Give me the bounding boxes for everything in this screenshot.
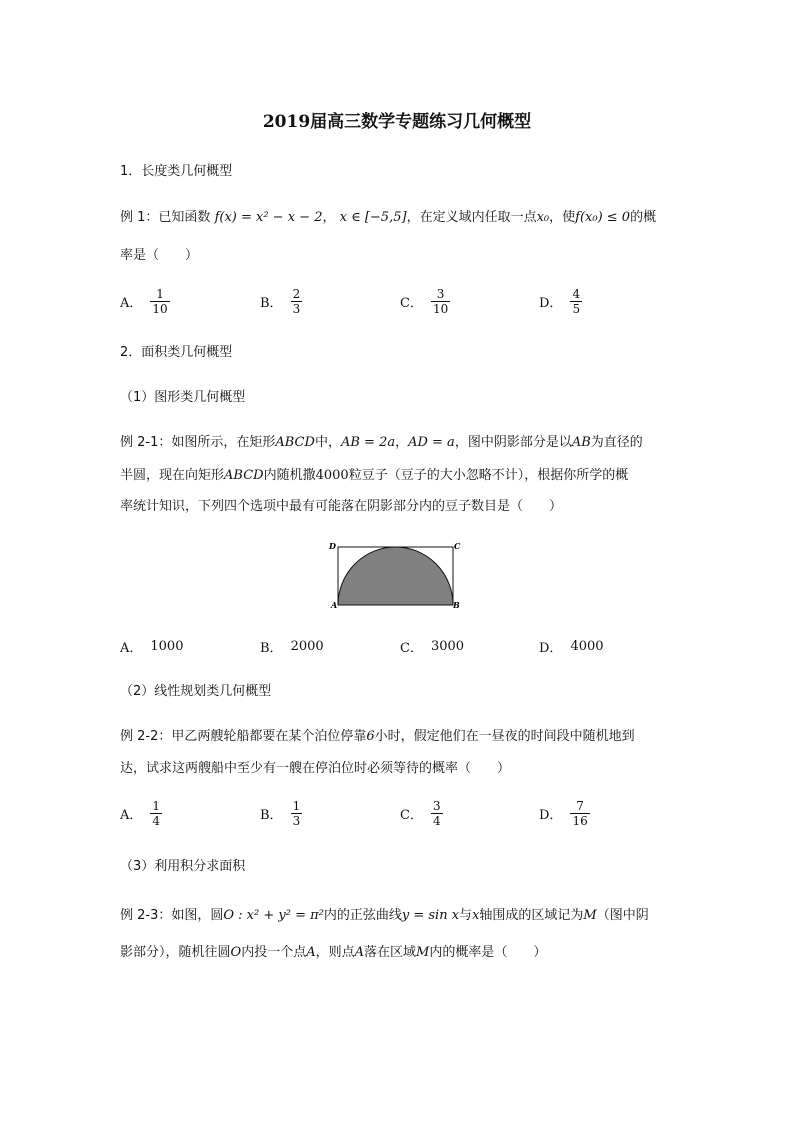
region-name: M (583, 908, 597, 923)
shaded-semicircle (338, 547, 453, 605)
subsection-2-heading: （2）线性规划类几何概型 (120, 684, 272, 699)
numerator: 1 (152, 799, 161, 813)
ab-formula: AB = 2a (340, 435, 396, 450)
example-2-3-text: ，则点 (315, 945, 355, 960)
domain-formula: x ∈ [−5,5] (339, 210, 407, 225)
subsection-1-heading: （1）图形类几何概型 (120, 390, 246, 405)
function-formula: f(x) = x² − x − 2 (214, 210, 323, 225)
denominator: 5 (572, 302, 581, 316)
option-label: D． (539, 808, 563, 823)
example-2-3-text: 内的正弦曲线 (323, 908, 402, 923)
numerator: 1 (292, 799, 301, 813)
example-2-3-text: 与 (459, 908, 473, 923)
vertex-label-b: B (453, 600, 460, 610)
example-2-1-option-c[interactable] (400, 637, 464, 656)
rect-name: ABCD (275, 435, 315, 450)
option-value: 4000 (570, 639, 604, 654)
section-1-heading: 1．长度类几何概型 (120, 164, 233, 179)
example-2-2-option-b[interactable] (260, 799, 302, 828)
option-value: 1000 (150, 639, 184, 654)
example-2-3-line-1 (120, 906, 649, 926)
vertex-label-d: D (329, 541, 336, 551)
example-2-1-text: 为直径的 (590, 435, 643, 450)
option-label: D． (539, 296, 563, 311)
example-2-2-option-a[interactable] (120, 799, 162, 828)
example-2-2-line-2: 达，试求这两艘船中至少有一艘在停泊位时必须等待的概率（ ） (120, 761, 511, 776)
example-2-3-text: 落在区域 (364, 945, 417, 960)
example-2-1-text: 中， (314, 435, 341, 450)
example-1-line-1 (120, 208, 656, 228)
vertex-label-a: A (331, 600, 338, 610)
subsection-3-heading: （3）利用积分求面积 (120, 859, 246, 874)
option-label: C． (400, 808, 423, 823)
example-2-1-option-b[interactable] (260, 637, 324, 656)
example-1-text: 的概 (630, 210, 657, 225)
option-label: B． (260, 808, 283, 823)
denominator: 4 (152, 814, 161, 828)
denominator: 3 (292, 814, 301, 828)
option-value: 2000 (290, 639, 324, 654)
example-2-2-text: 小时，假定他们在一昼夜的时间段中随机地到 (374, 729, 635, 744)
curve-formula: y = sin x (401, 908, 460, 923)
example-2-3-text: 内投一个点 (241, 945, 307, 960)
example-2-1-option-d[interactable] (539, 637, 604, 656)
example-1-text: 已知函数 (158, 210, 211, 225)
condition-formula: f(x₀) ≤ 0 (575, 210, 631, 225)
option-fraction (291, 799, 303, 828)
circle-formula: O : x² + y² = π² (223, 908, 324, 923)
option-fraction (570, 287, 582, 316)
example-1-label: 例 1： (120, 210, 159, 225)
example-2-3-text: 轴围成的区域记为 (479, 908, 584, 923)
example-1-text: ，在定义域内任取一点 (406, 210, 537, 225)
circle-name: O (230, 945, 242, 960)
example-2-2-option-d[interactable] (539, 799, 590, 828)
page-title: 2019届高三数学专题练习几何概型 (262, 112, 532, 132)
option-label: D． (539, 641, 563, 656)
example-2-1-text: ，图中阴影部分是以 (454, 435, 572, 450)
example-2-1-text: 半圆，现在向矩形 (120, 468, 225, 483)
vertex-label-c: C (454, 541, 461, 551)
rect-name: ABCD (224, 468, 264, 483)
example-1-line-2: 率是（ ） (120, 248, 199, 263)
example-2-2-option-c[interactable] (400, 799, 443, 828)
option-fraction (150, 287, 169, 316)
example-2-1-text: 粒豆子（豆子的大小忽略不计），根据你所学的概 (348, 468, 629, 483)
numerator: 2 (292, 287, 301, 301)
hours-value: 6 (366, 729, 375, 744)
option-fraction (431, 287, 450, 316)
option-label: B． (260, 641, 283, 656)
axis-name: x (472, 908, 480, 923)
option-value: 3000 (430, 639, 465, 654)
numerator: 4 (572, 287, 581, 301)
option-label: A． (120, 296, 143, 311)
numerator: 1 (156, 287, 164, 301)
option-label: A． (120, 808, 143, 823)
numerator: 7 (576, 799, 584, 813)
denominator: 10 (152, 302, 168, 316)
example-1-option-b[interactable] (260, 287, 302, 316)
separator: ， (322, 210, 336, 225)
diameter-name: AB (571, 435, 591, 450)
example-2-1-line-2 (120, 466, 628, 486)
region-name: M (416, 945, 430, 960)
numerator: 3 (436, 287, 445, 301)
example-2-1-text: 例 2-1：如图所示，在矩形 (120, 435, 276, 450)
example-2-3-text: 影部分），随机往圆 (120, 945, 231, 960)
numerator: 3 (432, 799, 441, 813)
option-label: C． (400, 641, 423, 656)
bean-count: 4000 (315, 468, 349, 483)
option-label: A． (120, 641, 143, 656)
denominator: 16 (572, 814, 588, 828)
option-fraction (570, 799, 589, 828)
example-2-2-line-1 (120, 727, 635, 747)
example-2-1-option-a[interactable] (120, 637, 183, 656)
option-fraction (291, 287, 303, 316)
example-2-3-line-2 (120, 943, 546, 963)
section-2-heading: 2．面积类几何概型 (120, 345, 233, 360)
example-1-option-d[interactable] (539, 287, 582, 316)
example-2-2-text: 例 2-2：甲乙两艘轮船都要在某个泊位停靠 (120, 729, 367, 744)
example-1-option-a[interactable] (120, 287, 170, 316)
example-2-3-text: 例 2-3：如图，圆 (120, 908, 224, 923)
separator: ， (395, 435, 409, 450)
ad-formula: AD = a (408, 435, 455, 450)
example-2-3-text: 内的概率是（ ） (429, 945, 547, 960)
point-x0: x₀ (536, 210, 550, 225)
point-name: A (306, 945, 316, 960)
denominator: 4 (432, 814, 441, 828)
option-label: B． (260, 296, 283, 311)
example-2-1-text: 内随机撒 (263, 468, 316, 483)
example-1-text: ，使 (549, 210, 576, 225)
example-2-3-text: （图中阴 (596, 908, 649, 923)
point-name: A (354, 945, 364, 960)
option-fraction (431, 799, 443, 828)
denominator: 10 (432, 302, 449, 316)
denominator: 3 (292, 302, 301, 316)
option-label: C． (400, 296, 423, 311)
option-fraction (150, 799, 162, 828)
example-2-1-line-3: 率统计知识，下列四个选项中最有可能落在阴影部分内的豆子数目是（ ） (120, 499, 563, 514)
rectangle-semicircle-figure (326, 538, 466, 614)
example-1-option-c[interactable] (400, 287, 450, 316)
example-2-1-line-1 (120, 433, 643, 453)
